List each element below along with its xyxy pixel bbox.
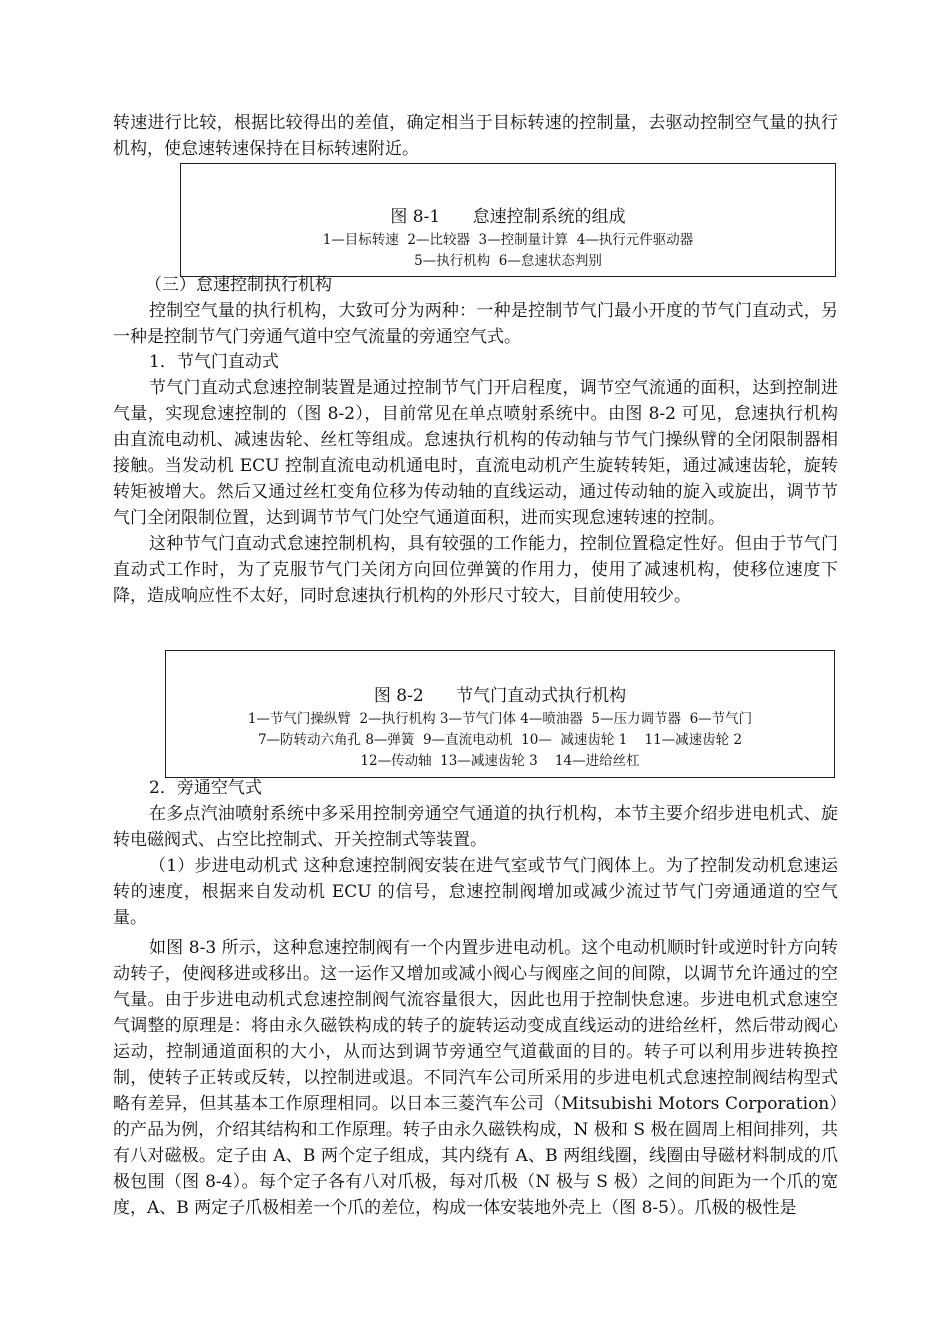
subsection-1-paragraph-2: 这种节气门直动式怠速控制机构，具有较强的工作能力，控制位置稳定性好。但由于节气门直动式工作时，为了克服节气门关闭方向回位弹簧的作用力，使用了减速机构，使移位速度下降，造成响应性不太好，同时怠速执行机构的外形尺寸较大，目前使用较少。 bbox=[113, 534, 838, 606]
figure-8-2-title: 图 8-2 节气门直动式执行机构 bbox=[373, 686, 627, 706]
figure-8-2-legend-line-3: 12—传动轴 13—减速齿轮 3 14—进给丝杠 bbox=[360, 753, 640, 769]
figure-8-1-title: 图 8-1 怠速控制系统的组成 bbox=[390, 207, 626, 227]
intro-block bbox=[113, 110, 838, 162]
subsection-1-heading: 1．节气门直动式 bbox=[149, 352, 279, 372]
figure-8-1-legend-line-1: 1—目标转速 2—比较器 3—控制量计算 4—执行元件驱动器 bbox=[322, 232, 694, 248]
figure-8-2-legend-line-1: 1—节气门操纵臂 2—执行机构 3—节气门体 4—喷油器 5—压力调节器 6—节气门 bbox=[247, 711, 753, 727]
subsection-2-paragraph-3: 如图 8-3 所示，这种怠速控制阀有一个内置步进电动机。这个电动机顺时针或逆时针方向转动转子，使阀移进或移出。这一运作又增加或减小阀心与阀座之间的间隙，以调节允许通过的空气量。由于步进电动机式怠速控制阀气流容量很大，因此也用于控制快怠速。步进电机式怠速空气调整的原理是：将由永久磁铁构成的转子的旋转运动变成直线运动的进给丝杆，然后带动阀心运动，控制通道面积的大小，从而达到调节旁通空气道截面的目的。转子可以利用步进转换控制，使转子正转或反转，以控制进或退。不同汽车公司所采用的步进电机式怠速控制阀结构型式略有差异，但其基本工作原理相同。以日本三菱汽车公司（Mitsubishi Motors Corporation）的产品为例，介绍其结构和工作原理。转子由永久磁铁构成，N 极和 S 极在圆周上相间排列，共有八对磁极。定子由 A、B 两个定子组成，其内绕有 A、B 两组线圈，线圈由导磁材料制成的爪极包围（图 8-4）。每个定子各有八对爪极，每对爪极（N 极与 S 极）之间的间距为一个爪的宽度，A、B 两定子爪极相差一个爪的差位，构成一体安装地外壳上（图 8-5）。爪极的极性是 bbox=[113, 938, 838, 1218]
section-3-heading: （三）怠速控制执行机构 bbox=[145, 275, 332, 295]
subsection-2-heading: 2．旁通空气式 bbox=[149, 778, 262, 798]
figure-8-2-legend-line-2: 7—防转动六角孔 8—弹簧 9—直流电动机 10— 减速齿轮 1 11—减速齿轮 2 bbox=[257, 732, 743, 748]
figure-8-1-legend-line-2: 5—执行机构 6—怠速状态判别 bbox=[414, 253, 602, 269]
intro-paragraph: 转速进行比较，根据比较得出的差值，确定相当于目标转速的控制量，去驱动控制空气量的执行机构，使怠速转速保持在目标转速附近。 bbox=[113, 113, 838, 159]
subsection-2 bbox=[113, 776, 838, 1221]
subsection-1-paragraph-1: 节气门直动式怠速控制装置是通过控制节气门开启程度，调节空气流通的面积，达到控制进气量，实现怠速控制的（图 8-2），目前常见在单点喷射系统中。由图 8-2 可见，怠速执行机构由直流电动机、减速齿轮、丝杠等组成。怠速执行机构的传动轴与节气门操纵臂的全闭限制器相接触。当发动机 ECU 控制直流电动机通电时，直流电动机产生旋转转矩，通过减速齿轮，旋转转矩被增大。然后又通过丝杠变角位移为传动轴的直线运动，通过传动轴的旋入或旋出，调节节气门全闭限制位置，达到调节节气门处空气通道面积，进而实现怠速转速的控制。 bbox=[113, 378, 838, 528]
subsection-2-paragraph-1: 在多点汽油喷射系统中多采用控制旁通空气通道的执行机构，本节主要介绍步进电机式、旋转电磁阀式、占空比控制式、开关控制式等装置。 bbox=[113, 804, 838, 850]
subsection-2-paragraph-2: （1）步进电动机式 这种怠速控制阀安装在进气室或节气门阀体上。为了控制发动机怠速运转的速度，根据来自发动机 ECU 的信号，怠速控制阀增加或减少流过节气门旁通通道的空气量。 bbox=[113, 856, 838, 928]
section-3 bbox=[113, 273, 838, 609]
figure-8-2-box bbox=[165, 650, 835, 778]
section-3-paragraph: 控制空气量的执行机构，大致可分为两种：一种是控制节气门最小开度的节气门直动式，另一种是控制节气门旁通气道中空气流量的旁通空气式。 bbox=[113, 301, 838, 347]
figure-8-1-box bbox=[180, 163, 836, 277]
